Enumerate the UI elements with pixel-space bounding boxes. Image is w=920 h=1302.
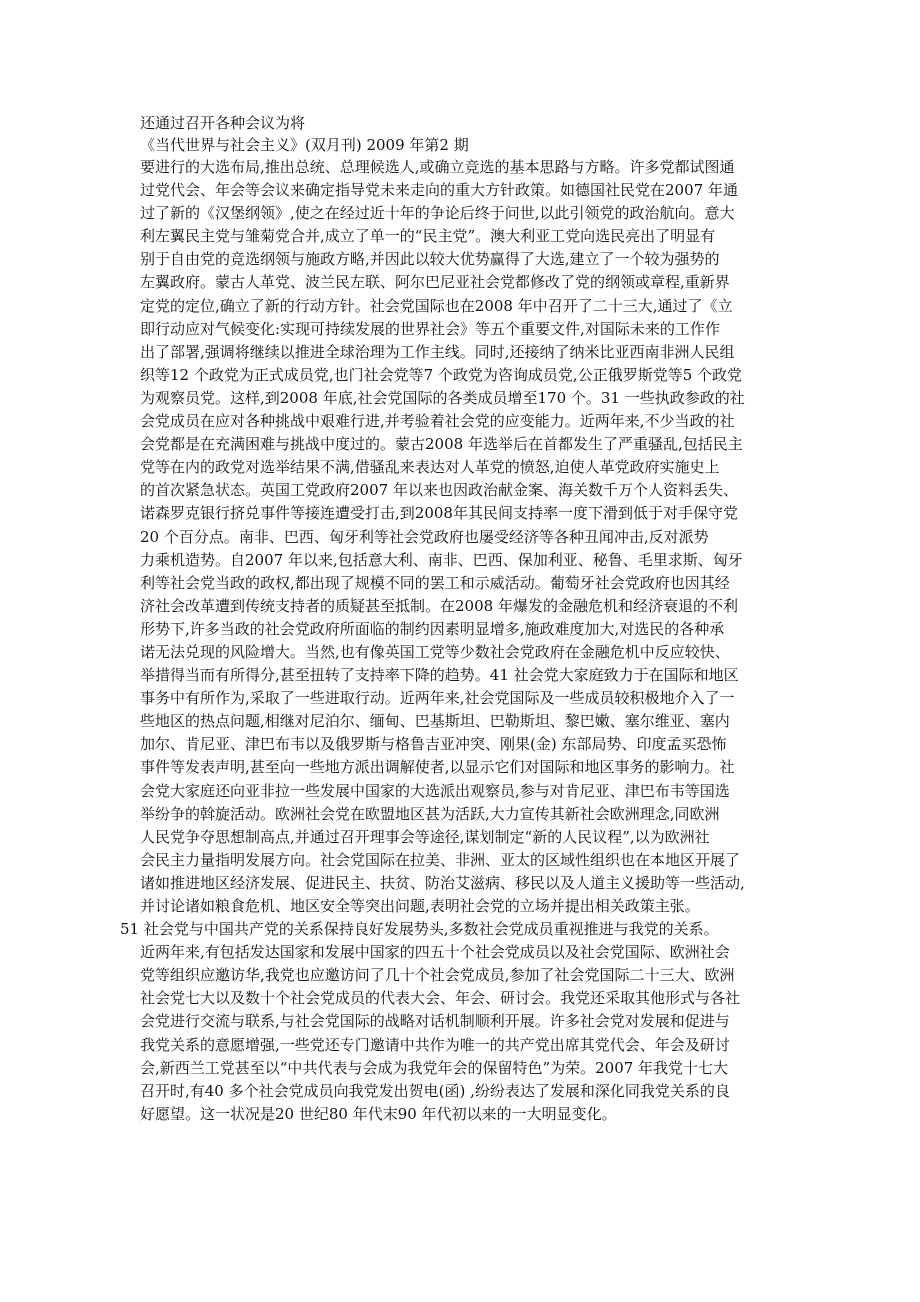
text-line: 会党都是在充满困难与挑战中度过的。蒙古2008 年选举后在首都发生了严重骚乱,包括民主: [140, 435, 743, 454]
text-line: 近两年来,有包括发达国家和发展中国家的四五十个社会党成员以及社会党国际、欧洲社会: [140, 943, 730, 962]
text-line: 好愿望。这一状况是20 世纪80 年代末90 年代初以来的一大明显变化。: [140, 1104, 617, 1123]
text-line: 会党成员在应对各种挑战中艰难行进,并考验着社会党的应变能力。近两年来,不少当政的社: [140, 412, 735, 431]
text-line: 左翼政府。蒙古人革党、波兰民左联、阿尔巴尼亚社会党都修改了党的纲领或章程,重新界: [140, 273, 730, 292]
text-line: 别于自由党的竞选纲领与施政方略,并因此以较大优势赢得了大选,建立了一个较为强势的: [140, 250, 720, 269]
text-line: 召开时,有40 多个社会党成员向我党发出贺电(函) ,纷纷表达了发展和深化同我党关系的良: [140, 1081, 730, 1100]
text-line: 出了部署,强调将继续以推进全球治理为工作主线。同时,还接纳了纳米比亚西南非洲人民组: [140, 342, 735, 361]
text-line: 会党大家庭还向亚非拉一些发展中国家的大选派出观察员,参与对肯尼亚、津巴布韦等国选: [140, 781, 730, 800]
text-line: 定党的定位,确立了新的行动方针。社会党国际也在2008 年中召开了二十三大,通过了《立: [140, 296, 733, 315]
paragraph-5: [120, 918, 795, 1126]
text-line: 我党关系的意愿增强,一些党还专门邀请中共作为唯一的共产党出席其党代会、年会及研讨: [140, 1035, 730, 1054]
text-line: 党等组织应邀访华,我党也应邀访问了几十个社会党成员,参加了社会党国际二十三大、欧洲: [140, 966, 735, 985]
text-line: 的首次紧急状态。英国工党政府2007 年以来也因政治献金案、海关数千万个人资料丢失、: [140, 481, 738, 500]
text-line: 过党代会、年会等会议来确定指导党未来走向的重大方针政策。如德国社民党在2007 年通: [140, 181, 738, 200]
text-line: 济社会改革遭到传统支持者的质疑甚至抵制。在2008 年爆发的金融危机和经济衰退的不利: [140, 596, 738, 615]
text-line: 利等社会党当政的政权,都出现了规模不同的罢工和示威活动。葡萄牙社会党政府也因其经: [140, 573, 730, 592]
text-line: 党等在内的政党对选举结果不满,借骚乱来表达对人革党的愤怒,迫使人革党政府实施史上: [140, 458, 720, 477]
text-line: 力乘机造势。自2007 年以来,包括意大利、南非、巴西、保加利亚、秘鲁、毛里求斯、匈牙: [140, 550, 743, 569]
text-line: 织等12 个政党为正式成员党,也门社会党等7 个政党为咨询成员党,公正俄罗斯党等5 个政党: [140, 365, 743, 384]
paragraph-5-body: [140, 941, 795, 1126]
header-line: 还通过召开各种会议为将: [140, 114, 306, 132]
text-line: 利左翼民主党与雏菊党合并,成立了单一的“民主党”。澳大利亚工党向选民亮出了明显有: [140, 227, 716, 246]
text-line: 举纷争的斡旋活动。欧洲社会党在欧盟地区甚为活跃,大力宣传其新社会欧洲理念,同欧洲: [140, 804, 720, 823]
text-line: 人民党争夺思想制高点,并通过召开理事会等途径,谋划制定“新的人民议程”,以为欧洲社: [140, 827, 710, 846]
document-body: [140, 156, 795, 918]
document-page: [120, 113, 795, 1126]
text-line: 过了新的《汉堡纲领》,使之在经过近十年的争论后终于问世,以此引领党的政治航向。意大: [140, 204, 735, 223]
text-line: 诺森罗克银行挤兑事件等接连遭受打击,到2008年其民间支持率一度下滑到低于对手保守党: [140, 504, 738, 523]
text-line: 要进行的大选布局,推出总统、总理候选人,或确立竞选的基本思路与方略。许多党都试图通: [140, 158, 735, 176]
text-line: 会,新西兰工党甚至以“中共代表与会成为我党年会的保留特色”为荣。2007 年我党十七大: [140, 1058, 729, 1077]
header-line: 《当代世界与社会主义》(双月刊) 2009 年第2 期: [140, 135, 469, 154]
text-line: 会民主力量指明发展方向。社会党国际在拉美、非洲、亚太的区域性组织也在本地区开展了: [140, 850, 741, 869]
paragraph-first-line: 51 社会党与中国共产党的关系保持良好发展势头,多数社会党成员重视推进与我党的关系。: [120, 920, 719, 939]
text-line: 诸如推进地区经济发展、促进民主、扶贫、防治艾滋病、移民以及人道主义援助等一些活动,: [140, 873, 745, 892]
text-line: 加尔、肯尼亚、津巴布韦以及俄罗斯与格鲁吉亚冲突、刚果(金) 东部局势、印度孟买恐怖: [140, 735, 727, 754]
text-line: 事件等发表声明,甚至向一些地方派出调解使者,以显示它们对国际和地区事务的影响力。社: [140, 758, 735, 777]
document-header: [140, 113, 795, 156]
text-line: 并讨论诸如粮食危机、地区安全等突出问题,表明社会党的立场并提出相关政策主张。: [140, 897, 700, 915]
text-line: 些地区的热点问题,相继对尼泊尔、缅甸、巴基斯坦、巴勒斯坦、黎巴嫩、塞尔维亚、塞内: [140, 712, 730, 731]
text-line: 形势下,许多当政的社会党政府所面临的制约因素明显增多,施政难度加大,对选民的各种承: [140, 619, 725, 638]
text-line: 举措得当而有所得分,甚至扭转了支持率下降的趋势。41 社会党大家庭致力于在国际和地区: [140, 666, 739, 685]
text-line: 社会党七大以及数十个社会党成员的代表大会、年会、研讨会。我党还采取其他形式与各社: [140, 989, 741, 1008]
text-line: 20 个百分点。南非、巴西、匈牙利等社会党政府也屡受经济等各种丑闻冲击,反对派势: [140, 527, 709, 546]
text-line: 即行动应对气候变化:实现可持续发展的世界社会》等五个重要文件,对国际未来的工作作: [140, 319, 720, 338]
text-line: 会党进行交流与联系,与社会党国际的战略对话机制顺利开展。许多社会党对发展和促进与: [140, 1012, 730, 1031]
text-line: 诺无法兑现的风险增大。当然,也有像英国工党等少数社会党政府在金融危机中反应较快、: [140, 642, 730, 661]
text-line: 为观察员党。这样,到2008 年底,社会党国际的各类成员增至170 个。31 一些执政参政的社: [140, 388, 745, 407]
text-line: 事务中有所作为,采取了一些进取行动。近两年来,社会党国际及一些成员较积极地介入了一: [140, 689, 735, 708]
